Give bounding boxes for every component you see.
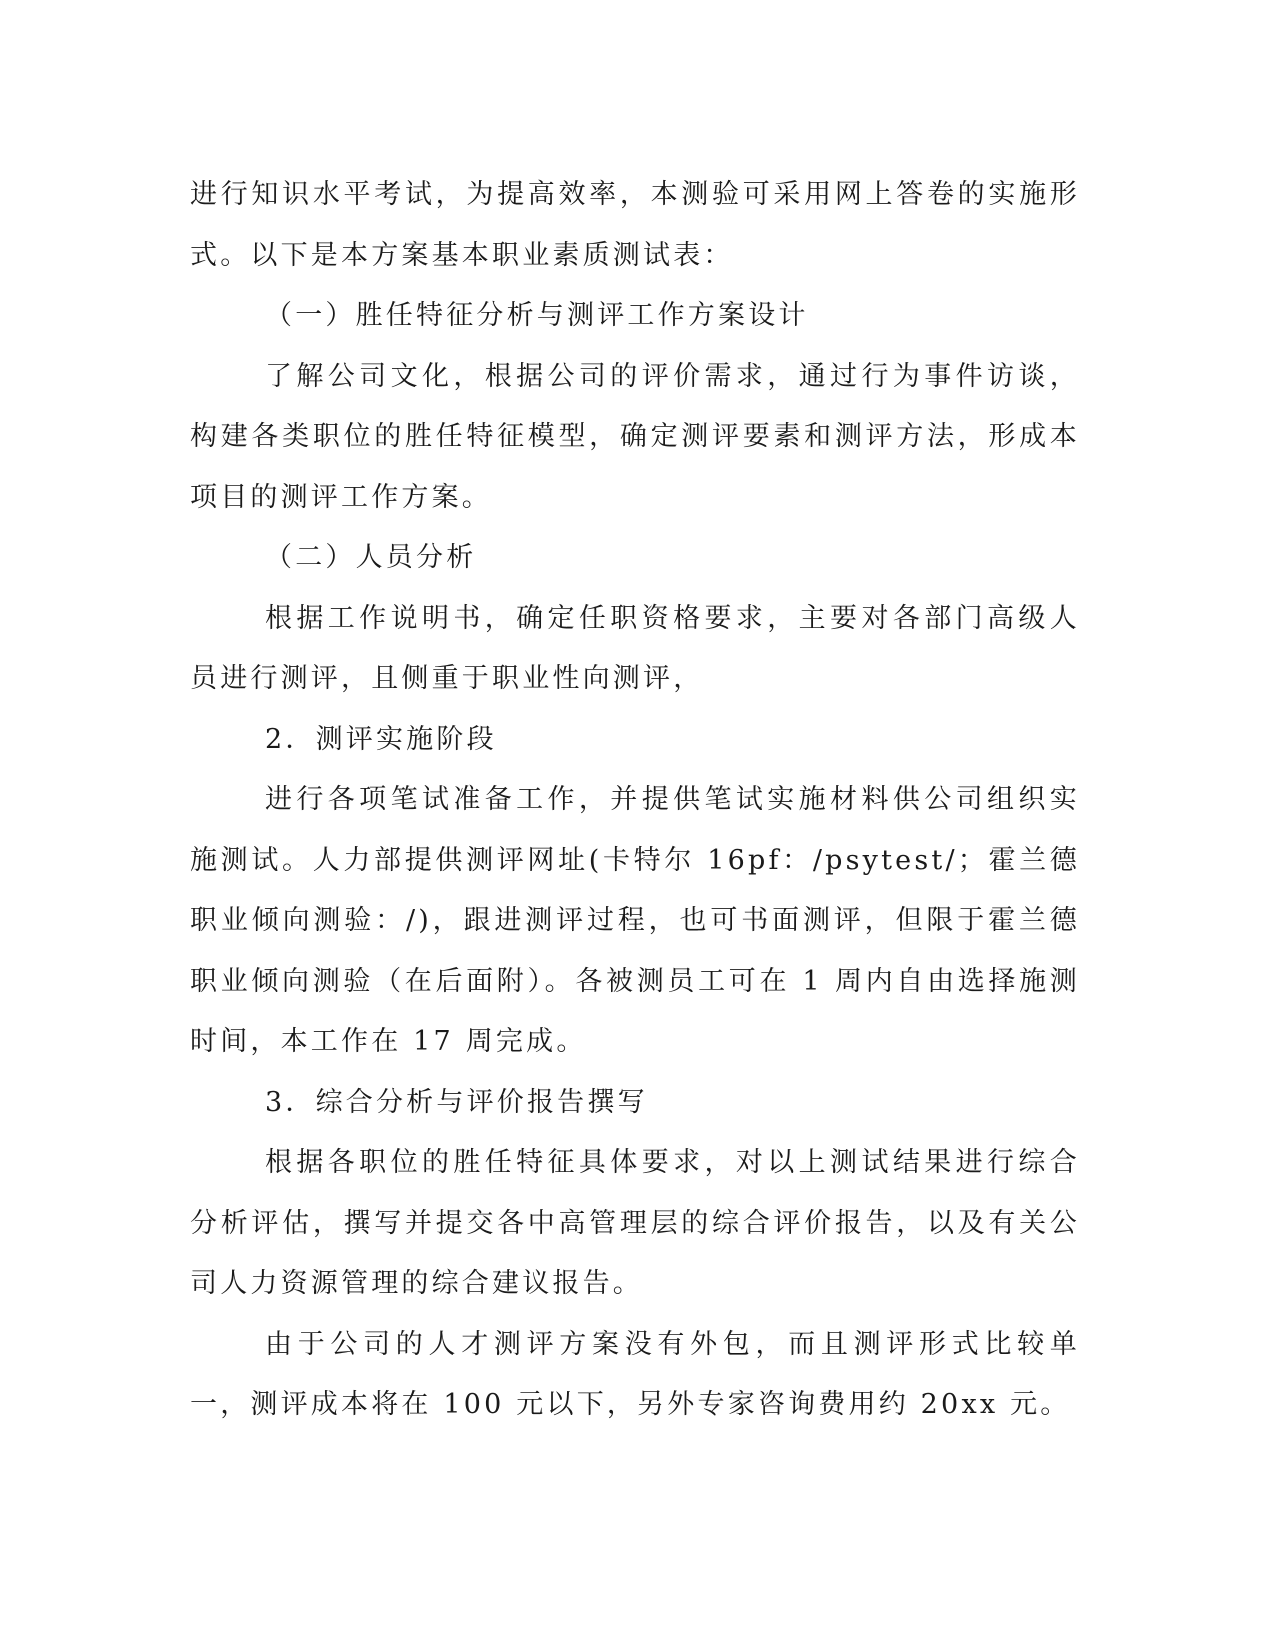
paragraph-comprehensive-analysis: 根据各职位的胜任特征具体要求，对以上测试结果进行综合分析评估，撰写并提交各中高管理层的综合评价报告，以及有关公司人力资源管理的综合建议报告。 xyxy=(190,1147,1080,1299)
paragraph-intro: 进行知识水平考试，为提高效率，本测验可采用网上答卷的实施形式。以下是本方案基本职业素质测试表： xyxy=(190,179,1080,271)
heading-assessment-implementation: 2．测评实施阶段 xyxy=(265,723,497,755)
paragraph-assessment-implementation: 进行各项笔试准备工作，并提供笔试实施材料供公司组织实施测试。人力部提供测评网址(卡特尔 16pf：/psytest/；霍兰德职业倾向测验：/)，跟进测评过程，也可书面测评，但限于霍兰德职业倾向测验（在后面附）。各被测员工可在 1 周内自由选择施测时间，本工作在 17 周完成。 xyxy=(190,784,1080,1057)
heading-personnel-analysis: （二）人员分析 xyxy=(265,542,477,573)
paragraph-competency-model: 了解公司文化，根据公司的评价需求，通过行为事件访谈，构建各类职位的胜任特征模型，确定测评要素和测评方法，形成本项目的测评工作方案。 xyxy=(190,360,1080,513)
document-body xyxy=(190,165,1080,1436)
paragraph-cost: 由于公司的人才测评方案没有外包，而且测评形式比较单一，测评成本将在 100 元以下，另外专家咨询费用约 20xx 元。 xyxy=(190,1328,1080,1420)
heading-comprehensive-analysis: 3．综合分析与评价报告撰写 xyxy=(265,1086,648,1118)
paragraph-personnel-analysis: 根据工作说明书，确定任职资格要求，主要对各部门高级人员进行测评，且侧重于职业性向测评， xyxy=(190,602,1080,694)
heading-competency-analysis: （一）胜任特征分析与测评工作方案设计 xyxy=(265,300,809,331)
